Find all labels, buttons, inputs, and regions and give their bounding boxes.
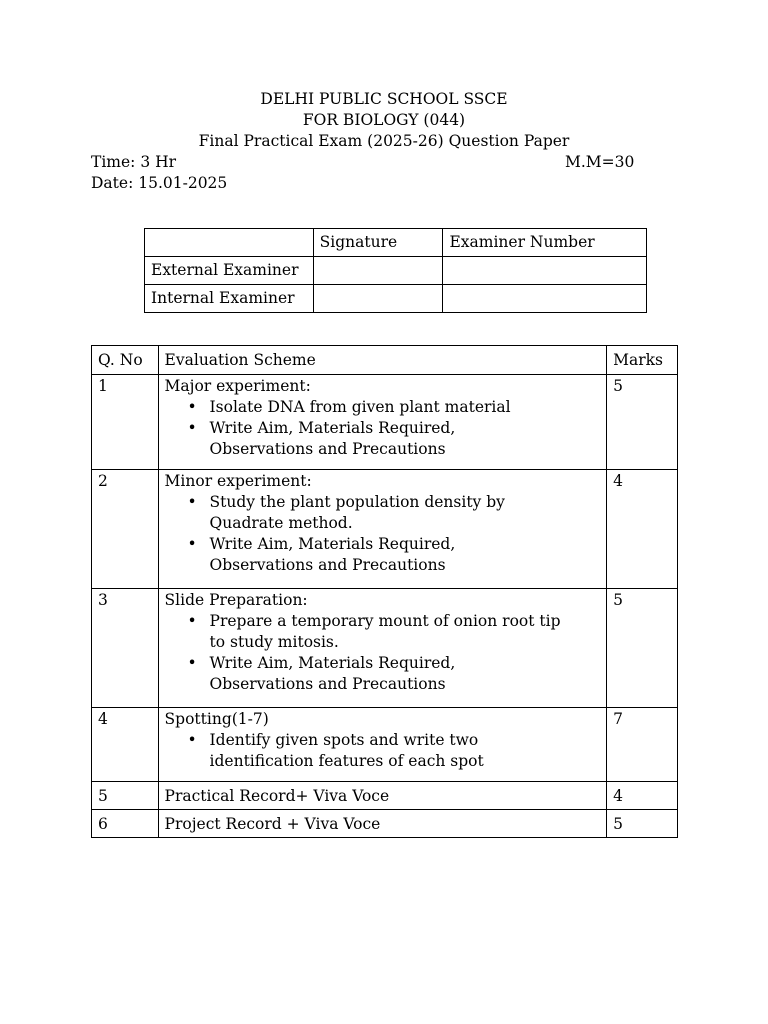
bullet-item: • Study the plant population density by Quadrate method. bbox=[210, 492, 510, 534]
exam-title: Final Practical Exam (2025-26) Question Paper bbox=[198, 132, 570, 150]
table-row bbox=[92, 375, 678, 470]
marks-cell: 7 bbox=[607, 708, 678, 782]
marks-cell: 4 bbox=[607, 782, 678, 810]
evaluation-bullets bbox=[165, 492, 601, 576]
evaluation-title: Minor experiment: bbox=[164, 472, 312, 490]
question-number: 2 bbox=[92, 470, 159, 589]
bullet-item: • Identify given spots and write two identification features of each spot bbox=[210, 730, 500, 772]
examiner-table-header bbox=[145, 229, 647, 257]
bullet-item: • Write Aim, Materials Required, Observations and Precautions bbox=[210, 653, 555, 695]
table-row bbox=[92, 589, 678, 708]
examiner-number-cell bbox=[443, 257, 647, 285]
question-number: 4 bbox=[92, 708, 159, 782]
examiner-signature-cell bbox=[313, 285, 443, 313]
evaluation-title: Practical Record+ Viva Voce bbox=[158, 782, 607, 810]
marks-cell: 5 bbox=[607, 810, 678, 838]
evaluation-title: Slide Preparation: bbox=[164, 591, 308, 609]
bullet-item: • Prepare a temporary mount of onion root tip to study mitosis. bbox=[210, 611, 570, 653]
examiner-label: Internal Examiner bbox=[145, 285, 314, 313]
time-allowed: Time: 3 Hr bbox=[91, 153, 177, 171]
school-name: DELHI PUBLIC SCHOOL SSCE bbox=[260, 90, 508, 108]
examiner-header-signature: Signature bbox=[313, 229, 443, 257]
header-evaluation-scheme: Evaluation Scheme bbox=[158, 346, 607, 375]
question-number: 6 bbox=[92, 810, 159, 838]
examiner-header-number: Examiner Number bbox=[443, 229, 647, 257]
scheme-table-header bbox=[92, 346, 678, 375]
maximum-marks: M.M=30 bbox=[565, 153, 635, 171]
examiner-header-blank bbox=[145, 229, 314, 257]
evaluation-bullets bbox=[165, 730, 601, 772]
header-qno: Q. No bbox=[92, 346, 159, 375]
evaluation-title: Major experiment: bbox=[164, 377, 311, 395]
evaluation-cell bbox=[158, 375, 607, 470]
evaluation-cell bbox=[158, 470, 607, 589]
table-row bbox=[92, 810, 678, 838]
marks-cell: 5 bbox=[607, 375, 678, 470]
evaluation-cell bbox=[158, 589, 607, 708]
bullet-item: • Write Aim, Materials Required, Observations and Precautions bbox=[210, 418, 555, 460]
examiner-row-external bbox=[145, 257, 647, 285]
examiner-number-cell bbox=[443, 285, 647, 313]
marks-cell: 4 bbox=[607, 470, 678, 589]
question-number: 5 bbox=[92, 782, 159, 810]
bullet-item: • Isolate DNA from given plant material bbox=[210, 397, 601, 418]
bullet-item: • Write Aim, Materials Required, Observations and Precautions bbox=[210, 534, 555, 576]
table-row bbox=[92, 708, 678, 782]
question-number: 3 bbox=[92, 589, 159, 708]
evaluation-scheme-table bbox=[91, 345, 678, 838]
examiner-signature-cell bbox=[313, 257, 443, 285]
evaluation-title: Project Record + Viva Voce bbox=[158, 810, 607, 838]
examiner-label: External Examiner bbox=[145, 257, 314, 285]
examiner-table bbox=[144, 228, 647, 313]
evaluation-title: Spotting(1-7) bbox=[164, 710, 269, 728]
marks-cell: 5 bbox=[607, 589, 678, 708]
exam-date: Date: 15.01-2025 bbox=[91, 174, 228, 192]
header-marks: Marks bbox=[607, 346, 678, 375]
evaluation-bullets bbox=[165, 611, 601, 695]
examiner-row-internal bbox=[145, 285, 647, 313]
evaluation-cell bbox=[158, 708, 607, 782]
table-row bbox=[92, 782, 678, 810]
evaluation-bullets bbox=[165, 397, 601, 460]
table-row bbox=[92, 470, 678, 589]
subject-title: FOR BIOLOGY (044) bbox=[302, 111, 466, 129]
question-number: 1 bbox=[92, 375, 159, 470]
